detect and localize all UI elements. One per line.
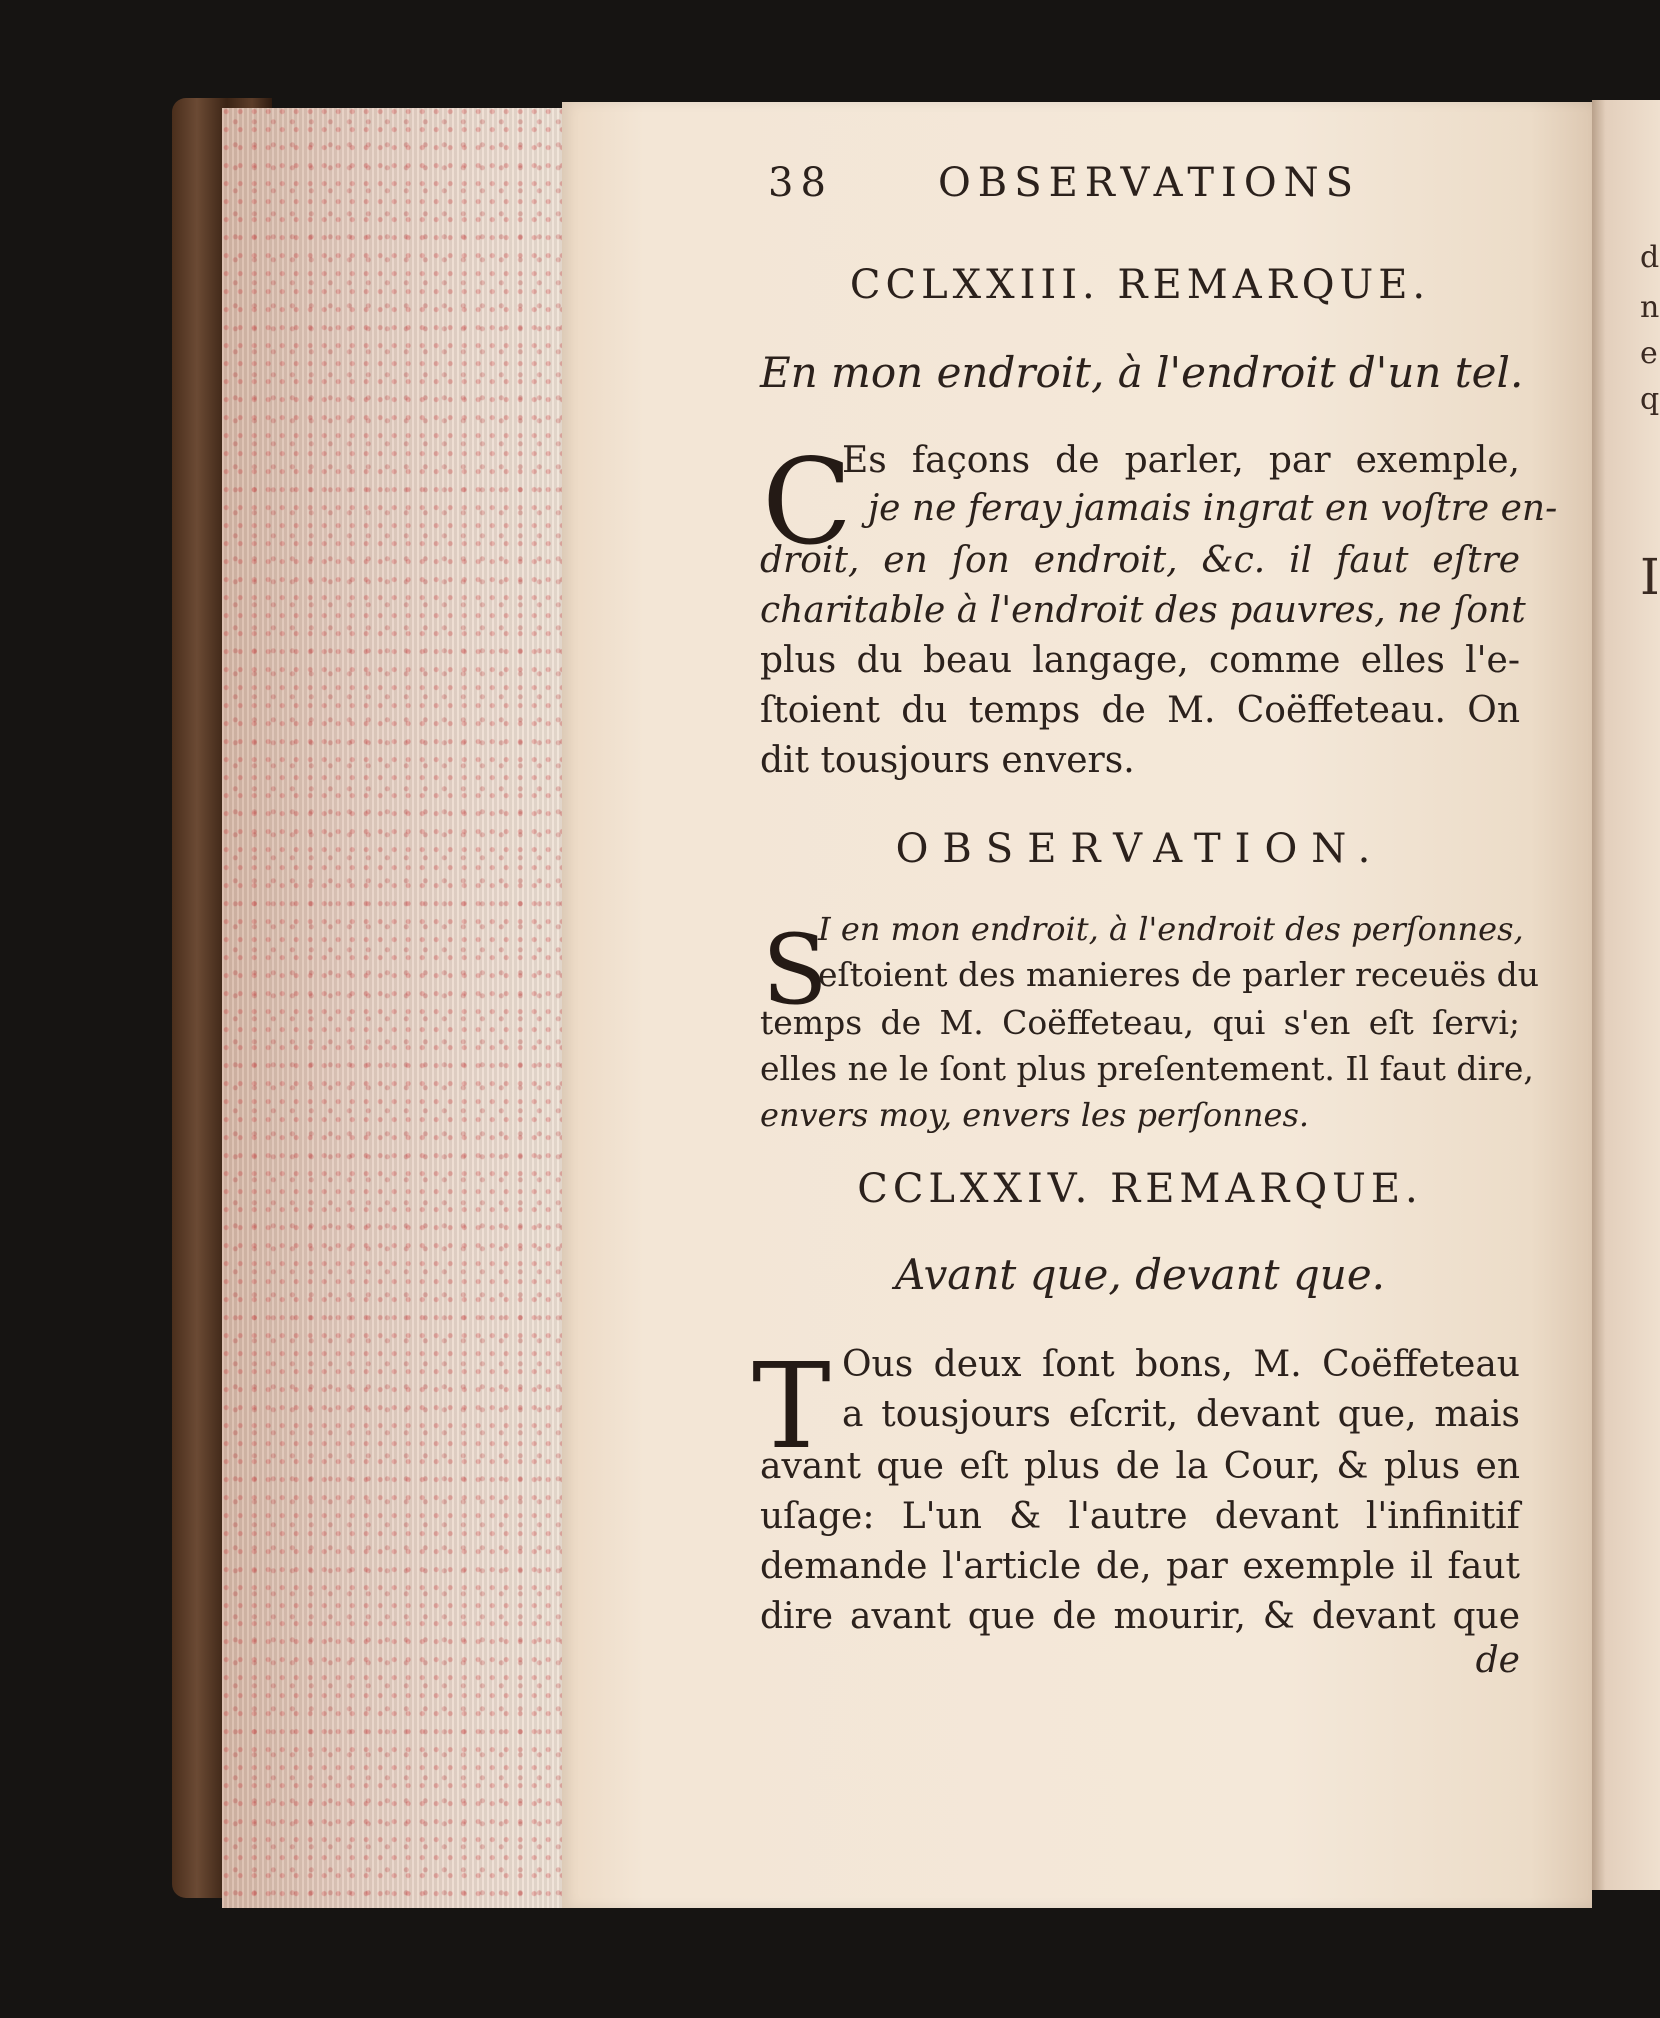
section-heading: CCLXXIV. REMARQUE. — [857, 1166, 1423, 1212]
section-heading: OBSERVATION. — [895, 826, 1385, 872]
drop-cap: C — [762, 433, 853, 571]
section-subheading: En mon endroit, à l'endroit d'un tel. — [760, 348, 1524, 397]
text-line: elles ne le ſont plus preſentement. Il faut dire, — [760, 1049, 1534, 1088]
text-line: droit, en ſon endroit, &c. il faut eſtre — [760, 540, 1520, 581]
facing-page-letter: I — [1640, 548, 1660, 606]
text-line: envers moy, envers les perſonnes. — [760, 1096, 1310, 1134]
drop-cap: T — [752, 1337, 831, 1475]
section-heading: CCLXXIII. REMARQUE. — [849, 262, 1431, 308]
text-line: je ne feray jamais ingrat en voſtre en- — [868, 488, 1558, 529]
text-line: I en mon endroit, à l'endroit des perſonnes, — [818, 910, 1524, 948]
facing-page-letter: q — [1640, 382, 1660, 417]
text-line: a tousjours eſcrit, devant que, mais — [842, 1394, 1520, 1435]
page-number: 38 — [768, 160, 833, 206]
facing-page-letter: d — [1640, 240, 1660, 275]
text-line: eſtoient des manieres de parler receuës du — [818, 955, 1540, 994]
facing-page-letter: e — [1640, 336, 1658, 371]
text-line: dire avant que de mourir, & devant que — [760, 1596, 1520, 1637]
facing-page-letter: n — [1640, 290, 1660, 325]
section-subheading: Avant que, devant que. — [894, 1250, 1386, 1299]
drop-cap: S — [762, 914, 828, 1026]
catchword: de — [1475, 1640, 1520, 1681]
text-line: plus du beau langage, comme elles l'e- — [760, 640, 1520, 681]
text-line: avant que eſt plus de la Cour, & plus en — [760, 1446, 1520, 1487]
text-line: charitable à l'endroit des pauvres, ne ſont — [760, 590, 1526, 631]
running-title: OBSERVATIONS — [938, 160, 1361, 206]
text-line: Ous deux ſont bons, M. Coëffeteau — [842, 1344, 1520, 1385]
text-line: Es façons de parler, par exemple, — [842, 440, 1520, 481]
text-line: demande l'article de, par exemple il faut — [760, 1546, 1520, 1587]
text-line: uſage: L'un & l'autre devant l'infinitif — [760, 1496, 1520, 1537]
text-line: temps de M. Coëffeteau, qui s'en eſt ſervi; — [760, 1003, 1520, 1042]
text-line: ſtoient du temps de M. Coëffeteau. On — [760, 690, 1520, 731]
text-line: dit tousjours envers. — [760, 740, 1135, 781]
